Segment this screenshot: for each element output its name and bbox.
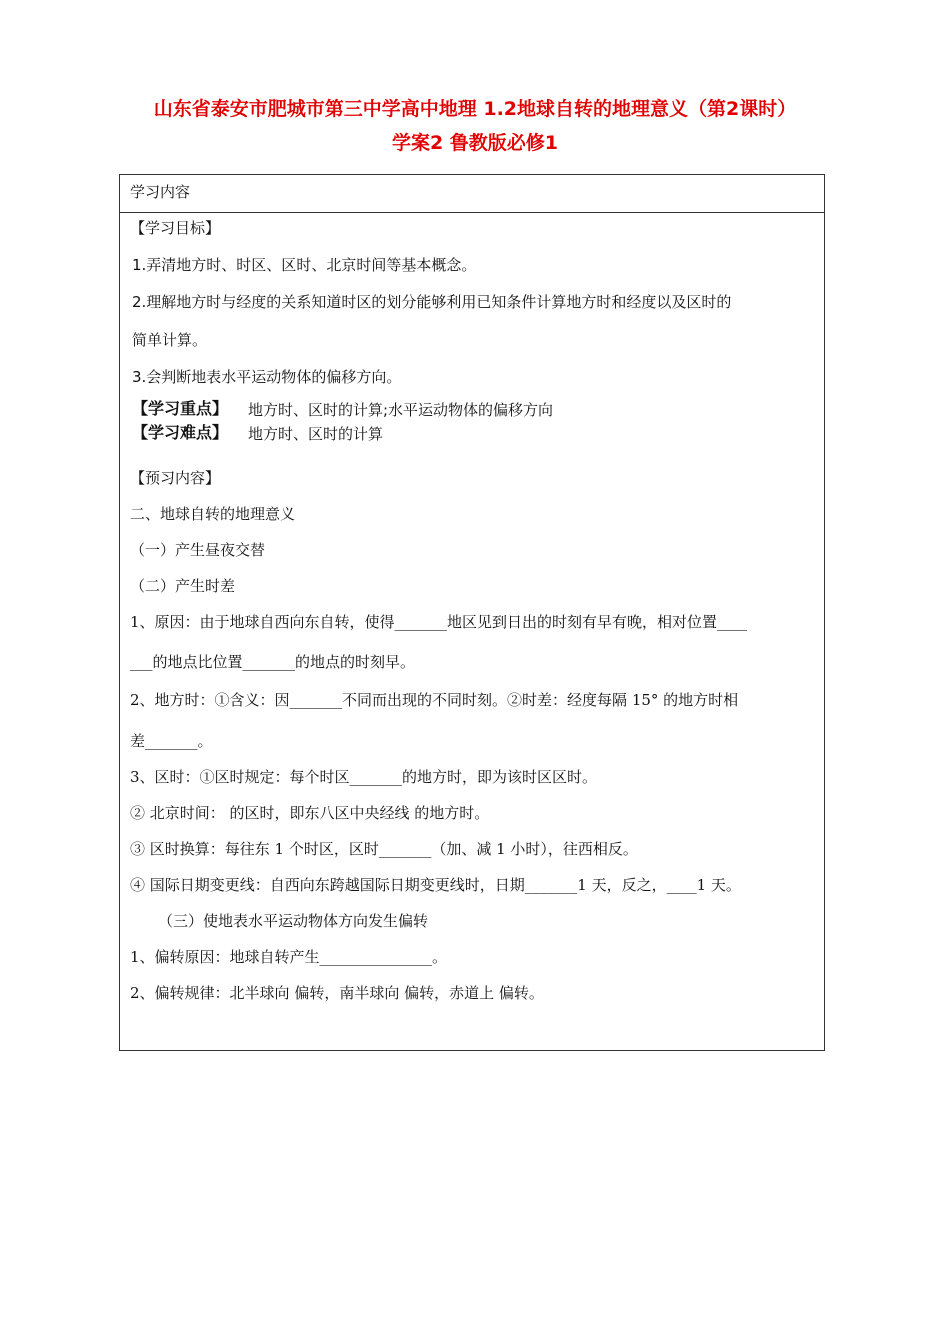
objective-1: 1.弄清地方时、时区、区时、北京时间等基本概念。	[132, 256, 477, 274]
study-table	[119, 174, 825, 1051]
line-deflection-rule: 2、偏转规律：北半球向 偏转，南半球向 偏转，赤道上 偏转。	[130, 984, 544, 1002]
subsection-3: （三）使地表水平运动物体方向发生偏转	[158, 912, 429, 930]
line-date-line: ④ 国际日期变更线：自西向东跨越国际日期变更线时，日期_______1 天，反之，____1 天。	[130, 876, 741, 894]
line-deflection-cause: 1、偏转原因：地球自转产生_______________。	[130, 948, 448, 966]
document-title	[0, 92, 950, 160]
objectives-heading: 【学习目标】	[130, 219, 221, 237]
objective-3: 3.会判断地表水平运动物体的偏移方向。	[132, 368, 402, 386]
preview-heading: 【预习内容】	[130, 469, 221, 487]
line-local-time: 2、地方时：①含义：因_______不同而出现的不同时刻。②时差：经度每隔 15° 的地方时相	[130, 691, 739, 709]
objective-2-cont: 简单计算。	[132, 331, 208, 349]
difficult-points-label: 【学习难点】	[132, 423, 229, 442]
objective-2: 2.理解地方时与经度的关系知道时区的划分能够利用已知条件计算地方时和经度以及区时的	[132, 293, 732, 311]
line-beijing-time: ② 北京时间： 的区时，即东八区中央经线 的地方时。	[130, 804, 490, 822]
title-line-2: 学案2 鲁教版必修1	[391, 132, 559, 154]
line-zone-conversion: ③ 区时换算：每往东 1 个时区，区时_______（加、减 1 小时），往西相反。	[130, 840, 638, 858]
line-zone-time: 3、区时：①区时规定：每个时区_______的地方时，即为该时区区时。	[130, 768, 598, 786]
line-local-time-cont: 差_______。	[130, 732, 213, 750]
table-header-row	[120, 175, 824, 213]
line-cause-cont: ___的地点比位置_______的地点的时刻早。	[130, 653, 416, 671]
line-cause: 1、原因：由于地球自西向东自转，使得_______地区见到日出的时刻有早有晚，相对位置____	[130, 613, 748, 631]
key-points-label: 【学习重点】	[132, 399, 229, 418]
title-line-1: 山东省泰安市肥城市第三中学高中地理 1.2地球自转的地理意义（第2课时）	[153, 98, 797, 120]
subsection-2: （二）产生时差	[130, 577, 236, 595]
subsection-1: （一）产生昼夜交替	[130, 541, 266, 559]
key-points-text: 地方时、区时的计算;水平运动物体的偏移方向	[248, 401, 554, 419]
difficult-points-text: 地方时、区时的计算	[248, 425, 384, 443]
section-heading: 二、地球自转的地理意义	[130, 505, 296, 523]
header-label: 学习内容	[130, 183, 191, 201]
